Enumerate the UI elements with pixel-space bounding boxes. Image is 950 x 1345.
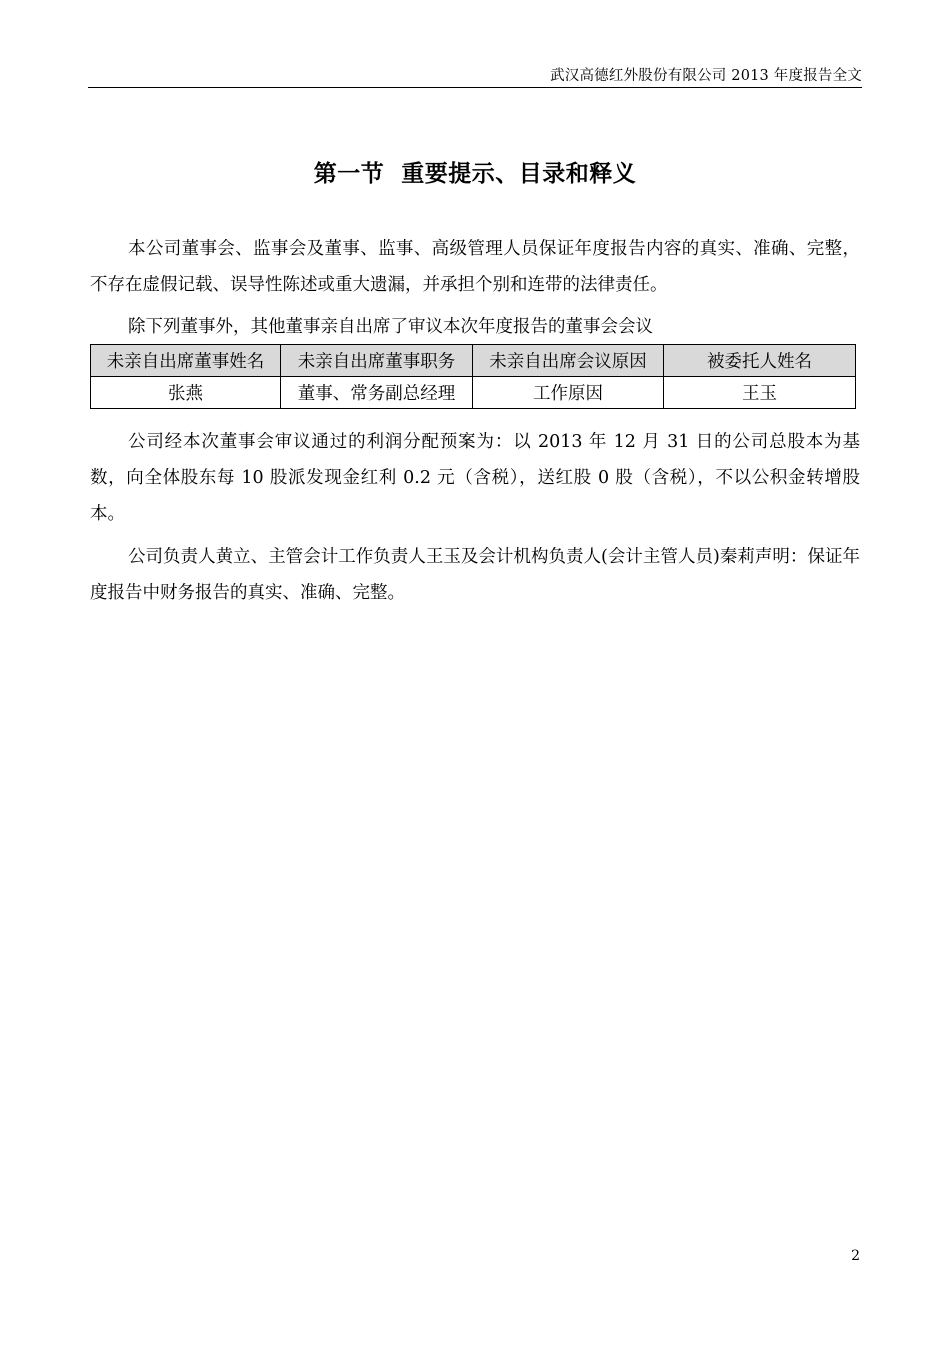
table-header-cell: 未亲自出席董事姓名 bbox=[91, 345, 281, 377]
page-number: 2 bbox=[851, 1248, 860, 1264]
table-cell-director-name: 张燕 bbox=[91, 377, 281, 409]
table-header-cell: 被委托人姓名 bbox=[664, 345, 856, 377]
paragraph-responsibility-statement: 本公司董事会、监事会及董事、监事、高级管理人员保证年度报告内容的真实、准确、完整，不存在虚假记载、误导性陈述或重大遗漏，并承担个别和连带的法律责任。 bbox=[90, 239, 860, 295]
absent-directors-table bbox=[90, 344, 856, 409]
table-cell-absence-reason: 工作原因 bbox=[473, 377, 664, 409]
table-row bbox=[91, 377, 856, 409]
paragraph-profit-distribution: 公司经本次董事会审议通过的利润分配预案为：以 2013 年 12 月 31 日的公司总股本为基数，向全体股东每 10 股派发现金红利 0.2 元（含税），送红股 0 股（含税），不以公积金转增股本。 bbox=[90, 432, 860, 524]
table-cell-proxy-name: 王玉 bbox=[664, 377, 856, 409]
paragraph-financial-statement-declaration: 公司负责人黄立、主管会计工作负责人王玉及会计机构负责人(会计主管人员)秦莉声明：保证年度报告中财务报告的真实、准确、完整。 bbox=[90, 547, 860, 603]
table-header-cell: 未亲自出席董事职务 bbox=[281, 345, 473, 377]
section-title: 第一节 重要提示、目录和释义 bbox=[313, 160, 637, 187]
header-rule bbox=[88, 87, 862, 88]
table-cell-director-position: 董事、常务副总经理 bbox=[281, 377, 473, 409]
report-header-title: 武汉高德红外股份有限公司 2013 年度报告全文 bbox=[550, 68, 862, 84]
table-header-row bbox=[91, 345, 856, 377]
table-header-cell: 未亲自出席会议原因 bbox=[473, 345, 664, 377]
paragraph-absent-directors-intro: 除下列董事外，其他董事亲自出席了审议本次年度报告的董事会会议 bbox=[128, 317, 653, 337]
